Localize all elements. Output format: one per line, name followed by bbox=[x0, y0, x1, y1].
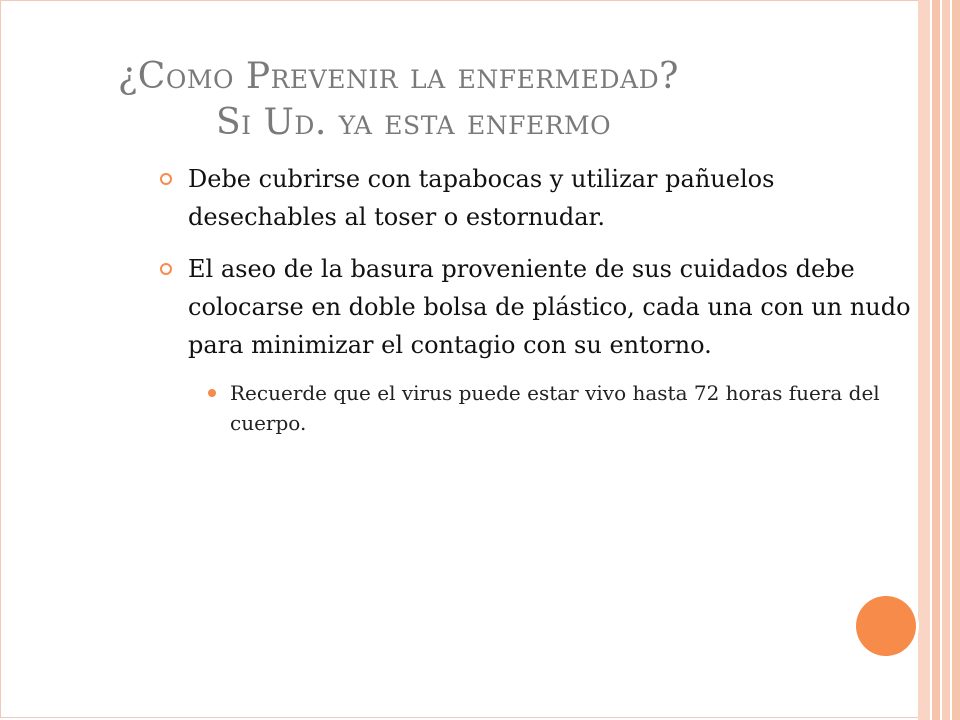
slide-content bbox=[160, 160, 920, 438]
bullet-item bbox=[160, 160, 920, 236]
bullet-ring-icon bbox=[160, 173, 172, 185]
bullet-dot-icon bbox=[208, 389, 216, 397]
bullet-item bbox=[160, 250, 920, 364]
slide-title bbox=[118, 54, 878, 146]
decorative-circle bbox=[856, 596, 916, 656]
sub-bullet-text: Recuerde que el virus puede estar vivo hasta 72 horas fuera del cuerpo. bbox=[230, 381, 880, 435]
bullet-text: Debe cubrirse con tapabocas y utilizar pañuelos desechables al toser o estornudar. bbox=[188, 165, 775, 231]
sub-bullet-item bbox=[208, 378, 920, 438]
decorative-stripe bbox=[942, 0, 950, 720]
decorative-stripe bbox=[932, 0, 940, 720]
title-line-2: Si Ud. ya esta enfermo bbox=[216, 102, 612, 143]
bullet-text: El aseo de la basura proveniente de sus cuidados debe colocarse en doble bolsa de plástico, cada una con un nudo para minimizar el contagio con su entorno. bbox=[188, 255, 911, 359]
decorative-stripe bbox=[952, 0, 960, 720]
bullet-ring-icon bbox=[160, 263, 172, 275]
title-line-1: ¿Como Prevenir la enfermedad? bbox=[118, 56, 679, 97]
